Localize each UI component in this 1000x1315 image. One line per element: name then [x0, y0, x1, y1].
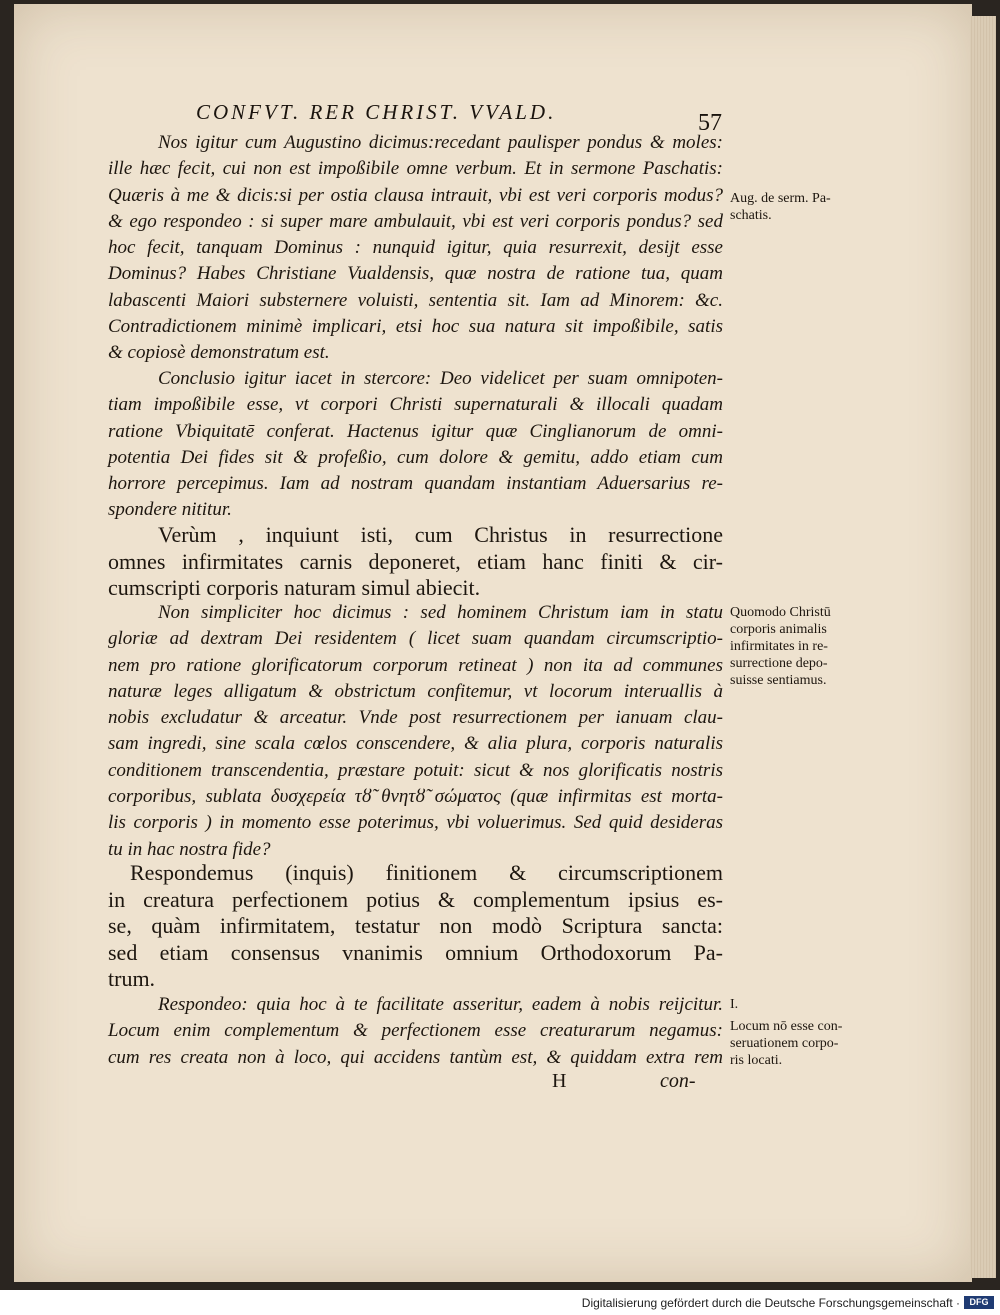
text-line: nem pro ratione glorificatorum corporum retineat ) non ita ad communes [108, 654, 723, 676]
text-line: tiam impoßibile esse, vt corpori Christi supernaturali & illocali quadam [108, 394, 723, 416]
text-line: corporibus, sublata δυσχερεία τȣ̃ θνητȣ̃ σώματος (quæ infirmitas est morta- [108, 786, 723, 808]
paragraph-3-objection [108, 522, 723, 602]
note-line: corporis animalis [730, 622, 827, 637]
text-line: nobis excludatur & arceatur. Vnde post resurrectionem per ianuam clau- [108, 707, 723, 729]
note-line: infirmitates in re- [730, 639, 828, 654]
text-line: conditionem transcendentia, præstare potuit: sicut & nos glorificatis nostris [108, 759, 723, 781]
credit-text: Digitalisierung gefördert durch die Deutsche Forschungsgemeinschaft · [581, 1296, 960, 1310]
text-line: sam ingredi, sine scala cœlos conscendere, & alia plura, corporis naturalis [108, 733, 723, 755]
text-line: sed etiam consensus vnanimis omnium Orthodoxorum Pa- [108, 939, 723, 965]
text-line: horrore percepimus. Iam ad nostram quandam instantiam Aduersarius re- [108, 473, 723, 495]
note-line: surrectione depo- [730, 656, 828, 671]
text-line: gloriæ ad dextram Dei residentem ( licet suam quandam circumscriptio- [108, 628, 723, 650]
catchword: con- [660, 1070, 696, 1092]
margin-note-3 [730, 1018, 868, 1069]
text-line: labascenti Maiori substernere voluisti, sententia sit. Iam ad Minorem: &c. [108, 289, 723, 311]
margin-note-1 [730, 190, 868, 224]
text-line: Conclusio igitur iacet in stercore: Deo videlicet per suam omnipoten- [158, 368, 723, 389]
text-line: Non simpliciter hoc dicimus : sed hominem Christum iam in statu [158, 602, 723, 623]
text-line: lis corporis ) in momento esse poterimus, vbi voluerimus. Sed quid desideras [108, 812, 723, 834]
text-line: & copiosè demonstratum est. [108, 342, 330, 364]
page-number: 57 [698, 110, 722, 136]
page-edge [970, 16, 996, 1278]
text-line: spondere nititur. [108, 499, 232, 521]
paragraph-1 [108, 130, 723, 367]
text-line: se, quàm infirmitatem, testatur non modò Scriptura sancta: [108, 913, 723, 938]
text-line: Nos igitur cum Augustino dicimus:recedant paulisper pondus & moles: [158, 132, 723, 153]
note-line: Locum nō esse con- [730, 1019, 843, 1034]
text-line: omnes infirmitates carnis deponeret, etiam hanc finiti & cir- [108, 548, 723, 574]
text-line: hoc fecit, tanquam Dominus : nunquid igitur, quia resurrexit, desijt esse [108, 237, 723, 259]
paragraph-5-objection [108, 860, 723, 993]
text-line: cum res creata non à loco, qui accidens tantùm est, & quiddam extra rem [108, 1046, 723, 1068]
text-line: trum. [108, 966, 156, 991]
note-line: schatis. [730, 208, 772, 223]
text-line: ratione Vbiquitatē conferat. Hactenus igitur quæ Cinglianorum de omni- [108, 420, 723, 442]
text-line: potentia Dei fides sit & profeßio, cum dolore & gemitu, addo etiam cum [108, 446, 723, 468]
text-line: & ego respondeo : si super mare ambulauit, vbi est veri corporis pondus? sed [108, 210, 723, 232]
text-line: Respondeo: quia hoc à te facilitate asseritur, eadem à nobis reijcitur. [158, 994, 723, 1015]
paragraph-6 [108, 992, 723, 1071]
note-line: seruationem corpo- [730, 1036, 839, 1051]
signature-mark: H [552, 1070, 567, 1092]
paragraph-4 [108, 600, 723, 863]
text-line: naturæ leges alligatum & obstrictum confitemur, vt locorum interuallis à [108, 680, 723, 702]
paragraph-2 [108, 366, 723, 524]
margin-note-2 [730, 604, 868, 689]
text-line: cumscripti corporis naturam simul abiecit. [108, 575, 481, 600]
text-line: Respondemus (inquis) finitionem & circumscriptionem [130, 860, 723, 885]
text-line: Verùm , inquiunt isti, cum Christus in resurrectione [158, 522, 723, 547]
dfg-logo[interactable]: DFG [964, 1296, 994, 1309]
digitization-credit-bar [0, 1290, 1000, 1315]
running-head: CONFVT. RER CHRIST. VVALD. [196, 100, 557, 124]
note-line: ris locati. [730, 1053, 783, 1068]
text-line: ille hæc fecit, cui non est impoßibile omne verbum. Et in sermone Paschatis: [108, 158, 723, 180]
text-line: Locum enim complementum & perfectionem esse creaturarum negamus: [108, 1020, 723, 1042]
text-line: in creatura perfectionem potius & complementum ipsius es- [108, 886, 723, 912]
note-line: suisse sentiamus. [730, 673, 827, 688]
text-line: Quæris à me & dicis:si per ostia clausa intrauit, vbi est veri corporis modus? [108, 184, 723, 206]
text-line: tu in hac nostra fide? [108, 838, 271, 860]
note-line: Aug. de serm. Pa- [730, 191, 831, 206]
text-line: Contradictionem minimè implicari, etsi hoc sua natura sit impoßibile, satis [108, 316, 723, 338]
note-line: Quomodo Christū [730, 605, 831, 620]
margin-note-3-number: I. [730, 997, 739, 1012]
text-line: Dominus? Habes Christiane Vualdensis, quæ nostra de ratione tua, quam [108, 263, 723, 285]
